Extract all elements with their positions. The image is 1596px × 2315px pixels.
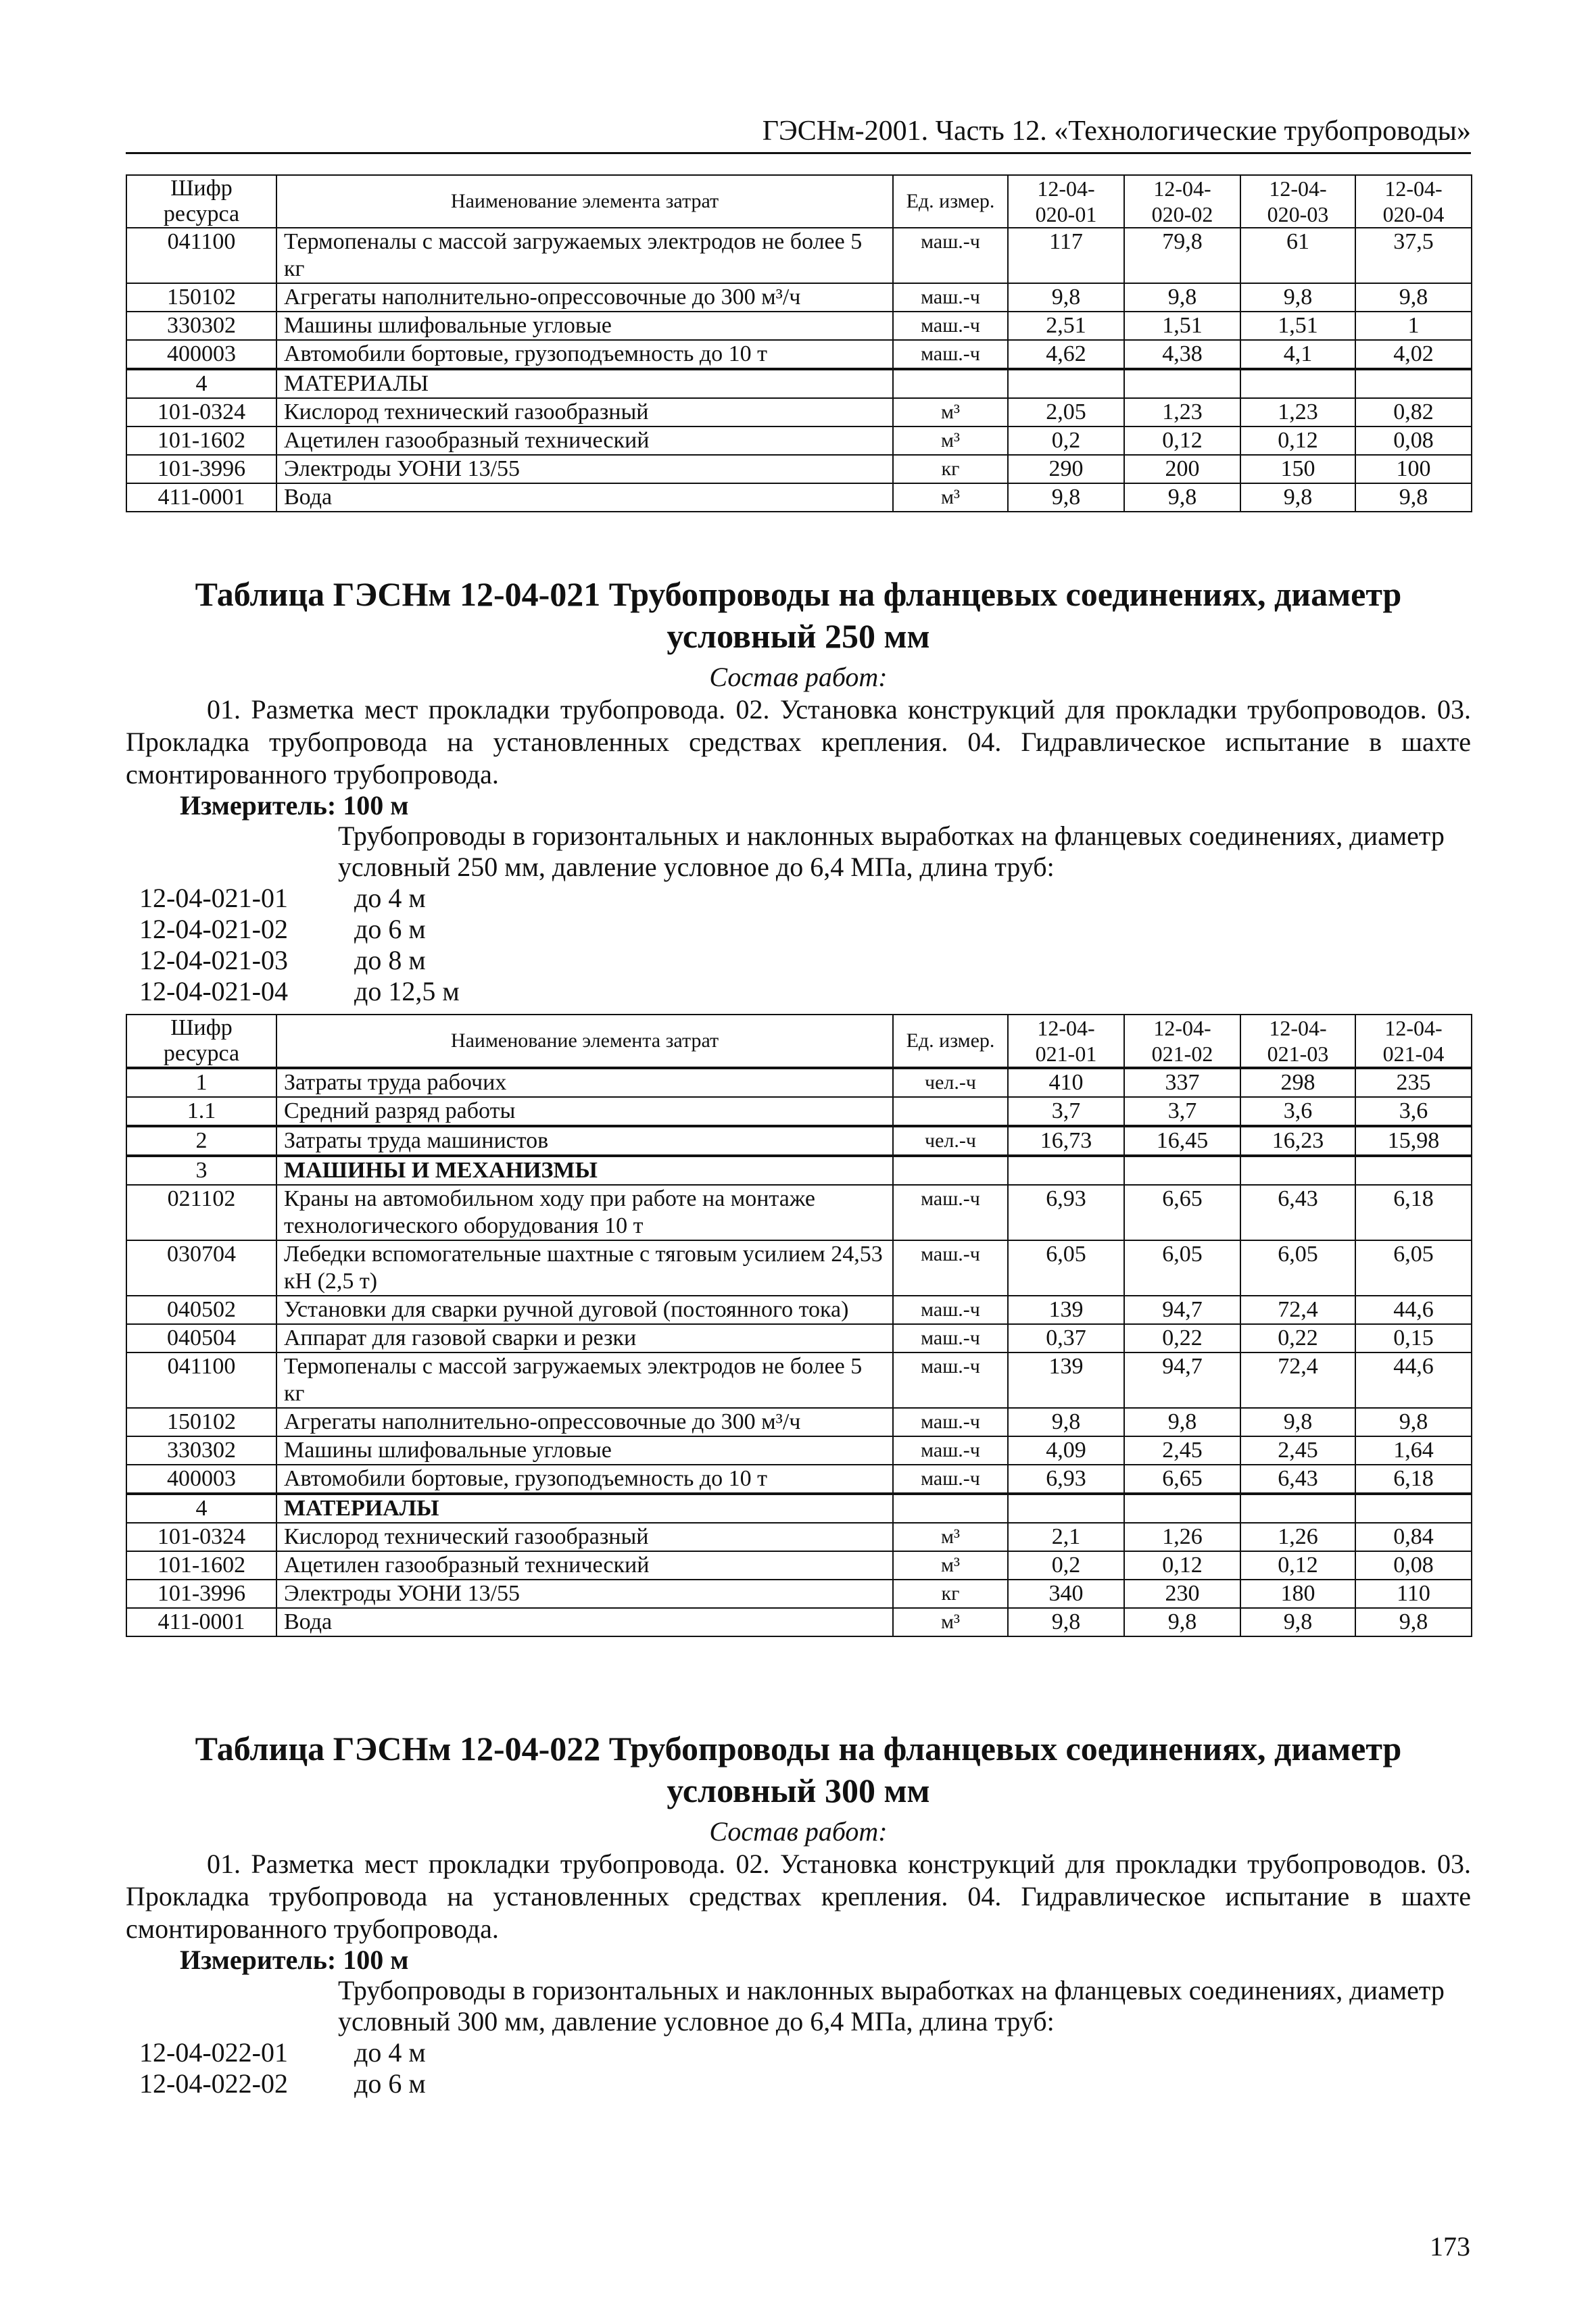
norm-value xyxy=(1355,1156,1472,1185)
table-row xyxy=(126,1185,1472,1240)
norm-value: 9,8 xyxy=(1008,283,1124,312)
norm-value: 94,7 xyxy=(1124,1353,1240,1408)
cost-element-name: Установки для сварки ручной дуговой (постоянного тока) xyxy=(276,1296,893,1324)
cost-element-name: Вода xyxy=(276,1608,893,1636)
header-name: Наименование элемента затрат xyxy=(276,175,893,228)
norm-value: 2,1 xyxy=(1008,1523,1124,1551)
norm-value: 0,12 xyxy=(1240,427,1355,455)
table-row xyxy=(126,1494,1472,1523)
cost-table-021 xyxy=(126,1014,1472,1637)
table-row xyxy=(126,398,1472,427)
norm-value: 340 xyxy=(1008,1580,1124,1608)
norm-value: 79,8 xyxy=(1124,228,1240,283)
cost-element-name: Агрегаты наполнительно-опрессовочные до 300 м³/ч xyxy=(276,283,893,312)
table-row xyxy=(126,1156,1472,1185)
norm-value: 0,08 xyxy=(1355,1551,1472,1580)
table-021-title: Таблица ГЭСНм 12-04-021 Трубопроводы на фланцевых соединениях, диаметр условный 250 мм xyxy=(195,575,1402,655)
table-row xyxy=(126,1436,1472,1465)
resource-code: 150102 xyxy=(126,1408,276,1436)
cost-element-name: Машины шлифовальные угловые xyxy=(276,312,893,340)
norm-value: 0,82 xyxy=(1355,398,1472,427)
norm-value: 9,8 xyxy=(1124,1608,1240,1636)
norm-value: 290 xyxy=(1008,455,1124,483)
measurer: Измеритель: 100 м xyxy=(180,1945,409,1975)
resource-code: 040504 xyxy=(126,1324,276,1353)
norm-value: 1,23 xyxy=(1124,398,1240,427)
table-row xyxy=(126,283,1472,312)
table-row xyxy=(126,340,1472,369)
norm-value xyxy=(1008,1156,1124,1185)
cost-element-name: Электроды УОНИ 13/55 xyxy=(276,455,893,483)
norm-value: 94,7 xyxy=(1124,1296,1240,1324)
table-row xyxy=(126,1240,1472,1296)
norm-value: 0,12 xyxy=(1124,427,1240,455)
norm-value: 9,8 xyxy=(1240,283,1355,312)
resource-code: 021102 xyxy=(126,1185,276,1240)
norm-value: 6,43 xyxy=(1240,1185,1355,1240)
table-row xyxy=(126,369,1472,398)
header-col-3: 12-04- 021-03 xyxy=(1240,1015,1355,1068)
norm-value: 6,93 xyxy=(1008,1465,1124,1494)
unit-of-measure: маш.-ч xyxy=(893,340,1008,369)
unit-of-measure: маш.-ч xyxy=(893,283,1008,312)
norm-value: 1 xyxy=(1355,312,1472,340)
resource-code: 101-1602 xyxy=(126,1551,276,1580)
norm-value: 110 xyxy=(1355,1580,1472,1608)
unit-of-measure: м³ xyxy=(893,483,1008,512)
table-row xyxy=(126,1068,1472,1097)
composition-label: Состав работ: xyxy=(709,1816,888,1847)
cost-element-name: Аппарат для газовой сварки и резки xyxy=(276,1324,893,1353)
header-col-1: 12-04- 021-01 xyxy=(1008,1015,1124,1068)
running-header: ГЭСНм-2001. Часть 12. «Технологические трубопроводы» xyxy=(762,116,1471,147)
norm-value: 2,05 xyxy=(1008,398,1124,427)
unit-of-measure: м³ xyxy=(893,1551,1008,1580)
norm-value: 410 xyxy=(1008,1068,1124,1097)
table-row xyxy=(126,1608,1472,1636)
norm-value: 2,45 xyxy=(1240,1436,1355,1465)
table-row xyxy=(126,1465,1472,1494)
resource-code: 330302 xyxy=(126,1436,276,1465)
resource-code: 4 xyxy=(126,369,276,398)
resource-code: 3 xyxy=(126,1156,276,1185)
norm-value: 9,8 xyxy=(1355,1408,1472,1436)
norm-value xyxy=(1240,1494,1355,1523)
norm-value xyxy=(1124,1494,1240,1523)
resource-code: 150102 xyxy=(126,283,276,312)
table-row xyxy=(126,1126,1472,1156)
unit-of-measure: м³ xyxy=(893,1608,1008,1636)
cost-element-name: Электроды УОНИ 13/55 xyxy=(276,1580,893,1608)
variants-description: Трубопроводы в горизонтальных и наклонных выработках на фланцевых соединениях, диаметр условный 250 мм, давление условное до 6,4 МПа, длина труб: xyxy=(338,821,1445,882)
variant-row: 12-04-021-04 до 12,5 м xyxy=(139,976,460,1006)
norm-value: 6,05 xyxy=(1008,1240,1124,1296)
norm-value: 9,8 xyxy=(1240,1608,1355,1636)
cost-element-name: Ацетилен газообразный технический xyxy=(276,1551,893,1580)
variant-row: 12-04-021-02 до 6 м xyxy=(139,914,426,944)
header-name: Наименование элемента затрат xyxy=(276,1015,893,1068)
resource-code: 101-3996 xyxy=(126,455,276,483)
norm-value: 4,1 xyxy=(1240,340,1355,369)
norm-value: 16,45 xyxy=(1124,1126,1240,1156)
table-row xyxy=(126,1551,1472,1580)
cost-element-name: Ацетилен газообразный технический xyxy=(276,427,893,455)
norm-value: 1,26 xyxy=(1124,1523,1240,1551)
norm-value: 2,45 xyxy=(1124,1436,1240,1465)
variant-row: 12-04-021-03 до 8 м xyxy=(139,945,426,975)
norm-value: 44,6 xyxy=(1355,1353,1472,1408)
resource-code: 1 xyxy=(126,1068,276,1097)
table-row xyxy=(126,1408,1472,1436)
cost-element-name: Лебедки вспомогательные шахтные с тяговым усилием 24,53 кН (2,5 т) xyxy=(276,1240,893,1296)
unit-of-measure: маш.-ч xyxy=(893,228,1008,283)
norm-value xyxy=(1355,369,1472,398)
resource-code: 041100 xyxy=(126,228,276,283)
norm-value: 72,4 xyxy=(1240,1353,1355,1408)
composition-text: 01. Разметка мест прокладки трубопровода. 02. Установка конструкций для прокладки трубопроводов. 03. Прокладка трубопровода на установленных средствах крепления. 04. Гидравлическое испытание в шахте смонтированного трубопровода. xyxy=(126,694,1471,789)
unit-of-measure: маш.-ч xyxy=(893,1353,1008,1408)
cost-element-name: Агрегаты наполнительно-опрессовочные до 300 м³/ч xyxy=(276,1408,893,1436)
norm-value: 9,8 xyxy=(1008,1608,1124,1636)
resource-code: 101-3996 xyxy=(126,1580,276,1608)
unit-of-measure xyxy=(893,1097,1008,1126)
unit-of-measure: маш.-ч xyxy=(893,312,1008,340)
unit-of-measure: маш.-ч xyxy=(893,1240,1008,1296)
table-row xyxy=(126,1580,1472,1608)
cost-element-name: Вода xyxy=(276,483,893,512)
cost-element-name: Термопеналы с массой загружаемых электродов не более 5 кг xyxy=(276,228,893,283)
header-col-4: 12-04- 020-04 xyxy=(1355,175,1472,228)
cost-table-020 xyxy=(126,174,1472,512)
cost-element-name: Термопеналы с массой загружаемых электродов не более 5 кг xyxy=(276,1353,893,1408)
norm-value: 9,8 xyxy=(1124,1408,1240,1436)
norm-value: 3,6 xyxy=(1240,1097,1355,1126)
table-row xyxy=(126,1097,1472,1126)
unit-of-measure: маш.-ч xyxy=(893,1436,1008,1465)
header-col-3: 12-04- 020-03 xyxy=(1240,175,1355,228)
norm-value: 9,8 xyxy=(1355,283,1472,312)
unit-of-measure: маш.-ч xyxy=(893,1185,1008,1240)
resource-code: 400003 xyxy=(126,340,276,369)
norm-value: 100 xyxy=(1355,455,1472,483)
norm-value: 4,02 xyxy=(1355,340,1472,369)
norm-value: 2,51 xyxy=(1008,312,1124,340)
cost-element-name: Автомобили бортовые, грузоподъемность до 10 т xyxy=(276,340,893,369)
header-unit: Ед. измер. xyxy=(893,175,1008,228)
table-row xyxy=(126,228,1472,283)
table-row xyxy=(126,455,1472,483)
norm-value: 139 xyxy=(1008,1353,1124,1408)
unit-of-measure: чел.-ч xyxy=(893,1068,1008,1097)
norm-value: 0,37 xyxy=(1008,1324,1124,1353)
norm-value: 9,8 xyxy=(1240,1408,1355,1436)
norm-value xyxy=(1124,369,1240,398)
norm-value: 9,8 xyxy=(1355,1608,1472,1636)
cost-element-name: Кислород технический газообразный xyxy=(276,398,893,427)
resource-code: 330302 xyxy=(126,312,276,340)
unit-of-measure: кг xyxy=(893,1580,1008,1608)
unit-of-measure: м³ xyxy=(893,1523,1008,1551)
norm-value: 1,51 xyxy=(1124,312,1240,340)
norm-value: 1,51 xyxy=(1240,312,1355,340)
norm-value: 235 xyxy=(1355,1068,1472,1097)
norm-value: 117 xyxy=(1008,228,1124,283)
cost-element-name: МАТЕРИАЛЫ xyxy=(276,369,893,398)
norm-value: 9,8 xyxy=(1355,483,1472,512)
header-col-2: 12-04- 021-02 xyxy=(1124,1015,1240,1068)
cost-element-name: Краны на автомобильном ходу при работе на монтаже технологического оборудования 10 т xyxy=(276,1185,893,1240)
norm-value: 1,23 xyxy=(1240,398,1355,427)
norm-value: 9,8 xyxy=(1124,483,1240,512)
norm-value: 16,23 xyxy=(1240,1126,1355,1156)
table-header-row xyxy=(126,175,1472,228)
norm-value: 0,2 xyxy=(1008,427,1124,455)
norm-value xyxy=(1124,1156,1240,1185)
resource-code: 030704 xyxy=(126,1240,276,1296)
variants-description: Трубопроводы в горизонтальных и наклонных выработках на фланцевых соединениях, диаметр условный 300 мм, давление условное до 6,4 МПа, длина труб: xyxy=(338,1975,1445,2037)
norm-value: 298 xyxy=(1240,1068,1355,1097)
norm-value: 230 xyxy=(1124,1580,1240,1608)
variant-row: 12-04-022-01 до 4 м xyxy=(139,2037,426,2068)
cost-element-name: Средний разряд работы xyxy=(276,1097,893,1126)
header-rule xyxy=(126,152,1471,154)
unit-of-measure xyxy=(893,1156,1008,1185)
norm-value: 0,22 xyxy=(1240,1324,1355,1353)
header-col-1: 12-04- 020-01 xyxy=(1008,175,1124,228)
composition-text: 01. Разметка мест прокладки трубопровода. 02. Установка конструкций для прокладки трубопроводов. 03. Прокладка трубопровода на установленных средствах крепления. 04. Гидравлическое испытание в шахте смонтированного трубопровода. xyxy=(126,1849,1471,1944)
norm-value: 150 xyxy=(1240,455,1355,483)
table-row xyxy=(126,312,1472,340)
norm-value: 1,64 xyxy=(1355,1436,1472,1465)
norm-value: 139 xyxy=(1008,1296,1124,1324)
norm-value: 6,65 xyxy=(1124,1465,1240,1494)
norm-value: 37,5 xyxy=(1355,228,1472,283)
norm-value: 0,12 xyxy=(1240,1551,1355,1580)
norm-value: 4,62 xyxy=(1008,340,1124,369)
resource-code: 411-0001 xyxy=(126,483,276,512)
table-row xyxy=(126,1523,1472,1551)
table-row xyxy=(126,1324,1472,1353)
variant-row: 12-04-021-01 до 4 м xyxy=(139,883,426,913)
table-header-row xyxy=(126,1015,1472,1068)
table-row xyxy=(126,483,1472,512)
norm-value: 6,05 xyxy=(1355,1240,1472,1296)
norm-value: 9,8 xyxy=(1124,283,1240,312)
norm-value: 0,84 xyxy=(1355,1523,1472,1551)
unit-of-measure: маш.-ч xyxy=(893,1296,1008,1324)
resource-code: 1.1 xyxy=(126,1097,276,1126)
norm-value xyxy=(1240,369,1355,398)
norm-value: 0,12 xyxy=(1124,1551,1240,1580)
table-row xyxy=(126,1353,1472,1408)
resource-code: 400003 xyxy=(126,1465,276,1494)
norm-value: 9,8 xyxy=(1008,483,1124,512)
unit-of-measure xyxy=(893,1494,1008,1523)
norm-value: 6,18 xyxy=(1355,1185,1472,1240)
cost-element-name: Автомобили бортовые, грузоподъемность до 10 т xyxy=(276,1465,893,1494)
norm-value: 6,43 xyxy=(1240,1465,1355,1494)
norm-value xyxy=(1355,1494,1472,1523)
resource-code: 040502 xyxy=(126,1296,276,1324)
norm-value: 3,6 xyxy=(1355,1097,1472,1126)
header-col-4: 12-04- 021-04 xyxy=(1355,1015,1472,1068)
norm-value: 3,7 xyxy=(1008,1097,1124,1126)
resource-code: 101-0324 xyxy=(126,398,276,427)
header-unit: Ед. измер. xyxy=(893,1015,1008,1068)
resource-code: 101-0324 xyxy=(126,1523,276,1551)
resource-code: 101-1602 xyxy=(126,427,276,455)
norm-value: 6,05 xyxy=(1240,1240,1355,1296)
norm-value: 16,73 xyxy=(1008,1126,1124,1156)
norm-value: 4,09 xyxy=(1008,1436,1124,1465)
norm-value: 0,22 xyxy=(1124,1324,1240,1353)
norm-value xyxy=(1008,1494,1124,1523)
table-row xyxy=(126,1296,1472,1324)
resource-code: 041100 xyxy=(126,1353,276,1408)
norm-value: 180 xyxy=(1240,1580,1355,1608)
unit-of-measure: м³ xyxy=(893,398,1008,427)
header-code: Шифр ресурса xyxy=(126,175,276,228)
unit-of-measure: м³ xyxy=(893,427,1008,455)
norm-value xyxy=(1240,1156,1355,1185)
norm-value: 9,8 xyxy=(1008,1408,1124,1436)
norm-value: 0,15 xyxy=(1355,1324,1472,1353)
header-code: Шифр ресурса xyxy=(126,1015,276,1068)
table-row xyxy=(126,427,1472,455)
table-022-title: Таблица ГЭСНм 12-04-022 Трубопроводы на фланцевых соединениях, диаметр условный 300 мм xyxy=(195,1730,1402,1809)
header-col-2: 12-04- 020-02 xyxy=(1124,175,1240,228)
norm-value: 0,2 xyxy=(1008,1551,1124,1580)
cost-element-name: Затраты труда рабочих xyxy=(276,1068,893,1097)
norm-value: 15,98 xyxy=(1355,1126,1472,1156)
variant-row: 12-04-022-02 до 6 м xyxy=(139,2068,426,2099)
norm-value: 72,4 xyxy=(1240,1296,1355,1324)
norm-value: 0,08 xyxy=(1355,427,1472,455)
norm-value: 200 xyxy=(1124,455,1240,483)
cost-element-name: Кислород технический газообразный xyxy=(276,1523,893,1551)
resource-code: 4 xyxy=(126,1494,276,1523)
norm-value: 61 xyxy=(1240,228,1355,283)
norm-value: 9,8 xyxy=(1240,483,1355,512)
norm-value: 6,93 xyxy=(1008,1185,1124,1240)
norm-value: 3,7 xyxy=(1124,1097,1240,1126)
cost-element-name: Затраты труда машинистов xyxy=(276,1126,893,1156)
cost-element-name: Машины шлифовальные угловые xyxy=(276,1436,893,1465)
norm-value: 6,18 xyxy=(1355,1465,1472,1494)
resource-code: 2 xyxy=(126,1126,276,1156)
norm-value: 6,65 xyxy=(1124,1185,1240,1240)
norm-value: 44,6 xyxy=(1355,1296,1472,1324)
page-number: 173 xyxy=(1430,2231,1470,2262)
unit-of-measure: маш.-ч xyxy=(893,1324,1008,1353)
cost-element-name: МАШИНЫ И МЕХАНИЗМЫ xyxy=(276,1156,893,1185)
unit-of-measure xyxy=(893,369,1008,398)
norm-value: 1,26 xyxy=(1240,1523,1355,1551)
unit-of-measure: маш.-ч xyxy=(893,1408,1008,1436)
cost-element-name: МАТЕРИАЛЫ xyxy=(276,1494,893,1523)
unit-of-measure: маш.-ч xyxy=(893,1465,1008,1494)
unit-of-measure: чел.-ч xyxy=(893,1126,1008,1156)
measurer: Измеритель: 100 м xyxy=(180,790,409,821)
norm-value: 4,38 xyxy=(1124,340,1240,369)
norm-value: 6,05 xyxy=(1124,1240,1240,1296)
composition-label: Состав работ: xyxy=(709,662,888,692)
unit-of-measure: кг xyxy=(893,455,1008,483)
norm-value xyxy=(1008,369,1124,398)
norm-value: 337 xyxy=(1124,1068,1240,1097)
resource-code: 411-0001 xyxy=(126,1608,276,1636)
